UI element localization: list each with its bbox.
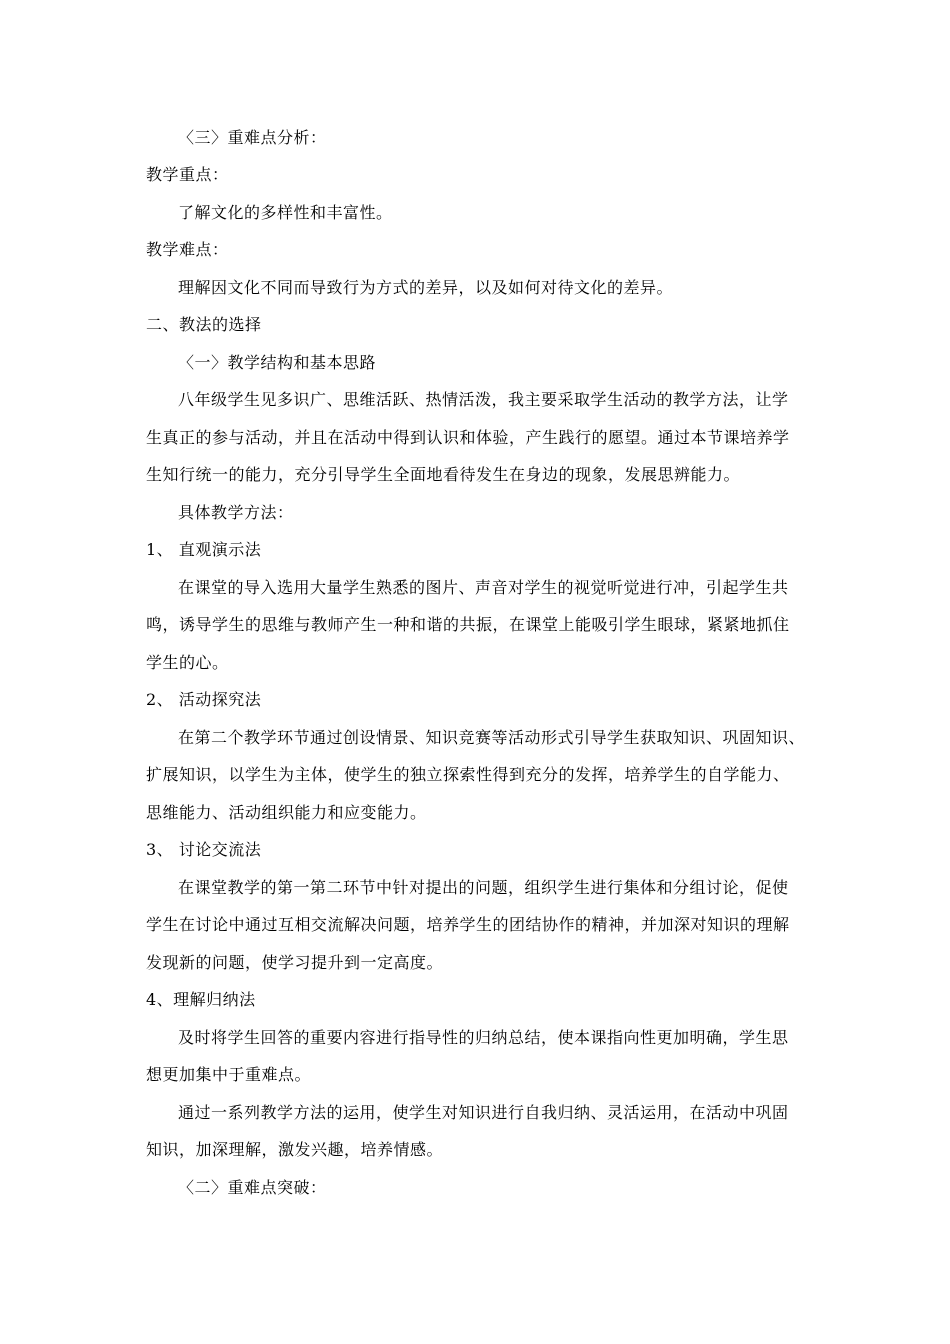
paragraph: 理解因文化不同而导致行为方式的差异，以及如何对待文化的差异。 <box>178 278 674 297</box>
paragraph-line: 在第二个教学环节通过创设情景、知识竞赛等活动形式引导学生获取知识、巩固知识、 <box>178 728 806 747</box>
paragraph-line: 知识，加深理解，激发兴趣，培养情感。 <box>146 1140 444 1159</box>
paragraph-line: 通过一系列教学方法的运用，使学生对知识进行自我归纳、灵活运用，在活动中巩固 <box>178 1103 789 1122</box>
paragraph: 了解文化的多样性和丰富性。 <box>178 203 393 222</box>
section-heading: 〈三〉重难点分析： <box>178 128 327 147</box>
section-heading: 二、教法的选择 <box>146 315 262 334</box>
paragraph-line: 生真正的参与活动，并且在活动中得到认识和体验，产生践行的愿望。通过本节课培养学 <box>146 428 790 447</box>
paragraph-line: 在课堂的导入选用大量学生熟悉的图片、声音对学生的视觉听觉进行冲，引起学生共 <box>178 578 789 597</box>
paragraph-line: 八年级学生见多识广、思维活跃、热情活泼，我主要采取学生活动的教学方法，让学 <box>178 390 789 409</box>
method-heading: 3、 讨论交流法 <box>146 840 262 859</box>
paragraph-line: 思维能力、活动组织能力和应变能力。 <box>146 803 427 822</box>
paragraph-line: 在课堂教学的第一第二环节中针对提出的问题，组织学生进行集体和分组讨论，促使 <box>178 878 789 897</box>
method-heading: 1、 直观演示法 <box>146 540 262 559</box>
subsection-heading: 〈二〉重难点突破： <box>178 1178 327 1197</box>
paragraph-line: 学生的心。 <box>146 653 229 672</box>
paragraph-line: 生知行统一的能力，充分引导学生全面地看待发生在身边的现象，发展思辨能力。 <box>146 465 741 484</box>
subsection-heading: 〈一〉教学结构和基本思路 <box>178 353 377 372</box>
method-heading: 4、理解归纳法 <box>146 990 256 1009</box>
paragraph-line: 鸣，诱导学生的思维与教师产生一种和谐的共振，在课堂上能吸引学生眼球，紧紧地抓住 <box>146 615 790 634</box>
label-key-points: 教学重点： <box>146 165 229 184</box>
label-difficult-points: 教学难点： <box>146 240 229 259</box>
method-heading: 2、 活动探究法 <box>146 690 262 709</box>
paragraph-line: 及时将学生回答的重要内容进行指导性的归纳总结，使本课指向性更加明确，学生思 <box>178 1028 789 1047</box>
paragraph-line: 想更加集中于重难点。 <box>146 1065 312 1084</box>
paragraph-line: 发现新的问题，使学习提升到一定高度。 <box>146 953 444 972</box>
paragraph-heading: 具体教学方法： <box>178 503 294 522</box>
paragraph-line: 学生在讨论中通过互相交流解决问题，培养学生的团结协作的精神，并加深对知识的理解 <box>146 915 790 934</box>
paragraph-line: 扩展知识，以学生为主体，使学生的独立探索性得到充分的发挥，培养学生的自学能力、 <box>146 765 790 784</box>
